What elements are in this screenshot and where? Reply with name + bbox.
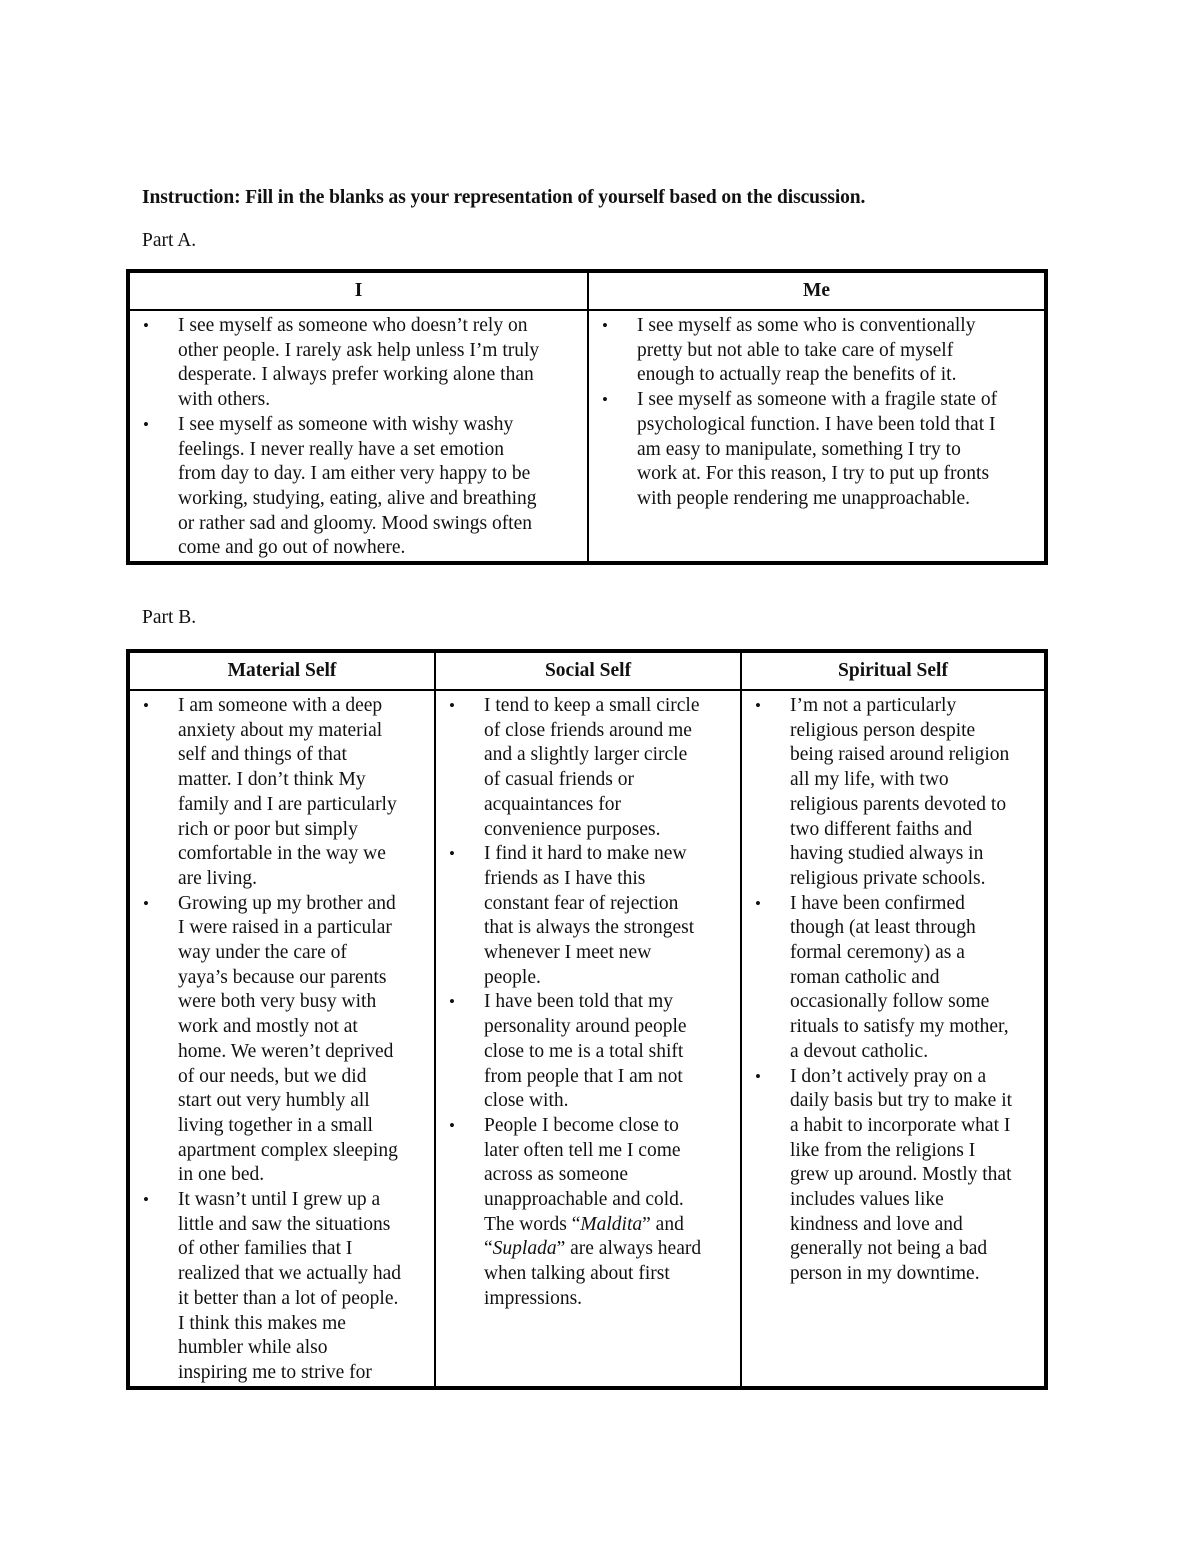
italic-word: Maldita bbox=[580, 1213, 643, 1235]
text-line: I see myself as someone with a fragile state of bbox=[637, 389, 998, 411]
text-line: later often tell me I come bbox=[484, 1139, 681, 1161]
text-line: enough to actually reap the benefits of it. bbox=[637, 364, 957, 386]
text-line: living together in a small bbox=[178, 1114, 373, 1136]
text-line: It wasn’t until I grew up a bbox=[178, 1189, 381, 1211]
header-spiritual-self: Spiritual Self bbox=[741, 651, 1046, 690]
text-line: acquaintances for bbox=[484, 793, 621, 815]
text-line: convenience purposes. bbox=[484, 818, 661, 840]
material-self-cell[interactable] bbox=[128, 690, 435, 1388]
table-row bbox=[128, 310, 1046, 563]
text-line: being raised around religion bbox=[790, 744, 1010, 766]
text-line: and a slightly larger circle bbox=[484, 744, 688, 766]
text-line: I am someone with a deep bbox=[178, 695, 383, 716]
bullet-icon: • bbox=[449, 844, 455, 864]
list-item bbox=[130, 1188, 434, 1386]
header-material-self: Material Self bbox=[128, 651, 435, 690]
bullet-icon: • bbox=[449, 696, 455, 715]
table-header-row bbox=[128, 651, 1046, 690]
bullet-icon: • bbox=[755, 893, 761, 913]
text-line: I were raised in a particular bbox=[178, 917, 392, 939]
text-line: of our needs, but we did bbox=[178, 1065, 367, 1087]
spiritual-self-cell[interactable] bbox=[741, 690, 1046, 1388]
me-cell[interactable] bbox=[588, 310, 1046, 563]
text-line: from people that I am not bbox=[484, 1065, 683, 1087]
text-line: person in my downtime. bbox=[790, 1263, 980, 1285]
text-line: of other families that I bbox=[178, 1238, 353, 1260]
text-line: rich or poor but simply bbox=[178, 818, 358, 840]
part-a-table bbox=[126, 269, 1048, 565]
text-line: I see myself as someone with wishy washy bbox=[178, 413, 514, 435]
text-line: “Suplada” are always heard bbox=[484, 1238, 702, 1260]
text-line: religious private schools. bbox=[790, 867, 986, 889]
text-line: from day to day. I am either very happy to be bbox=[178, 463, 531, 485]
text-line: that is always the strongest bbox=[484, 917, 695, 939]
list-item bbox=[130, 892, 434, 1188]
text-line: I have been told that my bbox=[484, 991, 673, 1013]
list-item bbox=[130, 314, 587, 413]
text-line: were both very busy with bbox=[178, 991, 377, 1013]
social-self-cell[interactable] bbox=[435, 690, 741, 1388]
text-line: roman catholic and bbox=[790, 966, 940, 988]
text-line: occasionally follow some bbox=[790, 991, 990, 1013]
list-item bbox=[589, 314, 1044, 388]
text-line: I see myself as some who is conventionally bbox=[637, 315, 976, 336]
bullet-icon: • bbox=[449, 1115, 455, 1135]
list-item bbox=[436, 990, 740, 1114]
text-line: family and I are particularly bbox=[178, 793, 397, 815]
text-line: includes values like bbox=[790, 1189, 944, 1211]
text-line: two different faiths and bbox=[790, 818, 973, 840]
text-line: little and saw the situations bbox=[178, 1213, 391, 1235]
table-header-row bbox=[128, 271, 1046, 310]
text-line: way under the care of bbox=[178, 942, 347, 964]
text-line: apartment complex sleeping bbox=[178, 1139, 398, 1161]
text-line: a habit to incorporate what I bbox=[790, 1114, 1011, 1136]
text-line: friends as I have this bbox=[484, 867, 646, 889]
text-line: I’m not a particularly bbox=[790, 695, 957, 716]
list-item bbox=[742, 694, 1044, 892]
text-line: formal ceremony) as a bbox=[790, 942, 965, 964]
text-line: or rather sad and gloomy. Mood swings often bbox=[178, 512, 533, 534]
text-line: religious parents devoted to bbox=[790, 793, 1007, 815]
text-line: working, studying, eating, alive and breathing bbox=[178, 487, 537, 509]
table-row bbox=[128, 690, 1046, 1388]
text-line: work and mostly not at bbox=[178, 1016, 358, 1038]
text-line: am easy to manipulate, something I try to bbox=[637, 438, 961, 460]
text-line: The words “Maldita” and bbox=[484, 1213, 684, 1235]
text-line: generally not being a bad bbox=[790, 1238, 988, 1260]
text-line: I have been confirmed bbox=[790, 892, 965, 914]
text-line: of close friends around me bbox=[484, 719, 692, 741]
instruction-text: Instruction: Fill in the blanks as your representation of yourself based on the discussion. bbox=[142, 187, 866, 208]
text-line: I tend to keep a small circle bbox=[484, 695, 700, 716]
bullet-icon: • bbox=[143, 1190, 149, 1210]
text-line: home. We weren’t deprived bbox=[178, 1040, 394, 1062]
text-line: constant fear of rejection bbox=[484, 892, 679, 914]
text-line: I think this makes me bbox=[178, 1312, 346, 1334]
bullet-icon: • bbox=[143, 696, 149, 715]
text-line: desperate. I always prefer working alone than bbox=[178, 364, 534, 386]
text-line: like from the religions I bbox=[790, 1139, 976, 1161]
header-social-self: Social Self bbox=[435, 651, 741, 690]
bullet-icon: • bbox=[755, 696, 761, 715]
text-line: with others. bbox=[178, 389, 271, 411]
text-line: close with. bbox=[484, 1090, 569, 1112]
text-line: anxiety about my material bbox=[178, 719, 383, 741]
bullet-icon: • bbox=[449, 992, 455, 1012]
bullet-icon: • bbox=[755, 1066, 761, 1086]
text-line: grew up around. Mostly that bbox=[790, 1164, 1012, 1186]
text-line: impressions. bbox=[484, 1287, 583, 1309]
text-line: psychological function. I have been told that I bbox=[637, 413, 996, 435]
text-line: are living. bbox=[178, 867, 258, 889]
text-line: yaya’s because our parents bbox=[178, 966, 387, 988]
list-item bbox=[742, 892, 1044, 1065]
list-item bbox=[130, 694, 434, 892]
i-bullet-list bbox=[130, 311, 587, 561]
text-line: inspiring me to strive for bbox=[178, 1361, 372, 1383]
list-item bbox=[436, 694, 740, 842]
text-line: it better than a lot of people. bbox=[178, 1287, 399, 1309]
text-line: with people rendering me unapproachable. bbox=[637, 487, 970, 509]
text-line: realized that we actually had bbox=[178, 1263, 402, 1285]
bullet-icon: • bbox=[143, 414, 149, 434]
text-line: comfortable in the way we bbox=[178, 843, 386, 865]
text-line: when talking about first bbox=[484, 1263, 670, 1285]
text-line: I don’t actively pray on a bbox=[790, 1065, 987, 1087]
italic-word: Suplada bbox=[492, 1238, 557, 1260]
header-i: I bbox=[128, 271, 588, 310]
text-line: work at. For this reason, I try to put up fronts bbox=[637, 463, 990, 485]
text-line: close to me is a total shift bbox=[484, 1040, 684, 1062]
list-item bbox=[130, 413, 587, 561]
bullet-icon: • bbox=[143, 893, 149, 913]
text-line: People I become close to bbox=[484, 1114, 679, 1136]
list-item bbox=[742, 1065, 1044, 1287]
text-line: though (at least through bbox=[790, 917, 976, 939]
text-line: whenever I meet new bbox=[484, 942, 652, 964]
bullet-icon: • bbox=[602, 316, 608, 335]
text-line: Growing up my brother and bbox=[178, 892, 396, 914]
text-line: having studied always in bbox=[790, 843, 984, 865]
social-bullet-list bbox=[436, 691, 740, 1312]
part-b-label: Part B. bbox=[142, 607, 197, 628]
text-line: unapproachable and cold. bbox=[484, 1189, 684, 1211]
text-line: all my life, with two bbox=[790, 769, 949, 791]
list-item bbox=[436, 1114, 740, 1312]
text-line: self and things of that bbox=[178, 744, 347, 766]
material-bullet-list bbox=[130, 691, 434, 1386]
text-line: humbler while also bbox=[178, 1337, 328, 1359]
bullet-icon: • bbox=[602, 390, 608, 410]
i-cell[interactable] bbox=[128, 310, 588, 563]
list-item bbox=[589, 388, 1044, 512]
text-line: across as someone bbox=[484, 1164, 629, 1186]
spiritual-bullet-list bbox=[742, 691, 1044, 1287]
text-line: a devout catholic. bbox=[790, 1040, 929, 1062]
text-line: daily basis but try to make it bbox=[790, 1090, 1013, 1112]
list-item bbox=[436, 842, 740, 990]
me-bullet-list bbox=[589, 311, 1044, 512]
bullet-icon: • bbox=[143, 316, 149, 335]
text-line: pretty but not able to take care of myself bbox=[637, 339, 954, 361]
text-line: come and go out of nowhere. bbox=[178, 537, 406, 559]
header-me: Me bbox=[588, 271, 1046, 310]
text-line: I see myself as someone who doesn’t rely on bbox=[178, 315, 528, 336]
text-line: personality around people bbox=[484, 1016, 687, 1038]
text-line: feelings. I never really have a set emotion bbox=[178, 438, 504, 460]
text-line: other people. I rarely ask help unless I’m truly bbox=[178, 339, 540, 361]
text-line: kindness and love and bbox=[790, 1213, 963, 1235]
text-line: rituals to satisfy my mother, bbox=[790, 1016, 1009, 1038]
text-line: religious person despite bbox=[790, 719, 976, 741]
text-line: I find it hard to make new bbox=[484, 843, 687, 865]
text-line: of casual friends or bbox=[484, 769, 634, 791]
part-b-table bbox=[126, 649, 1048, 1390]
part-a-label: Part A. bbox=[142, 230, 197, 251]
text-line: in one bed. bbox=[178, 1164, 265, 1186]
text-line: matter. I don’t think My bbox=[178, 769, 366, 791]
text-line: people. bbox=[484, 966, 541, 988]
text-line: start out very humbly all bbox=[178, 1090, 370, 1112]
